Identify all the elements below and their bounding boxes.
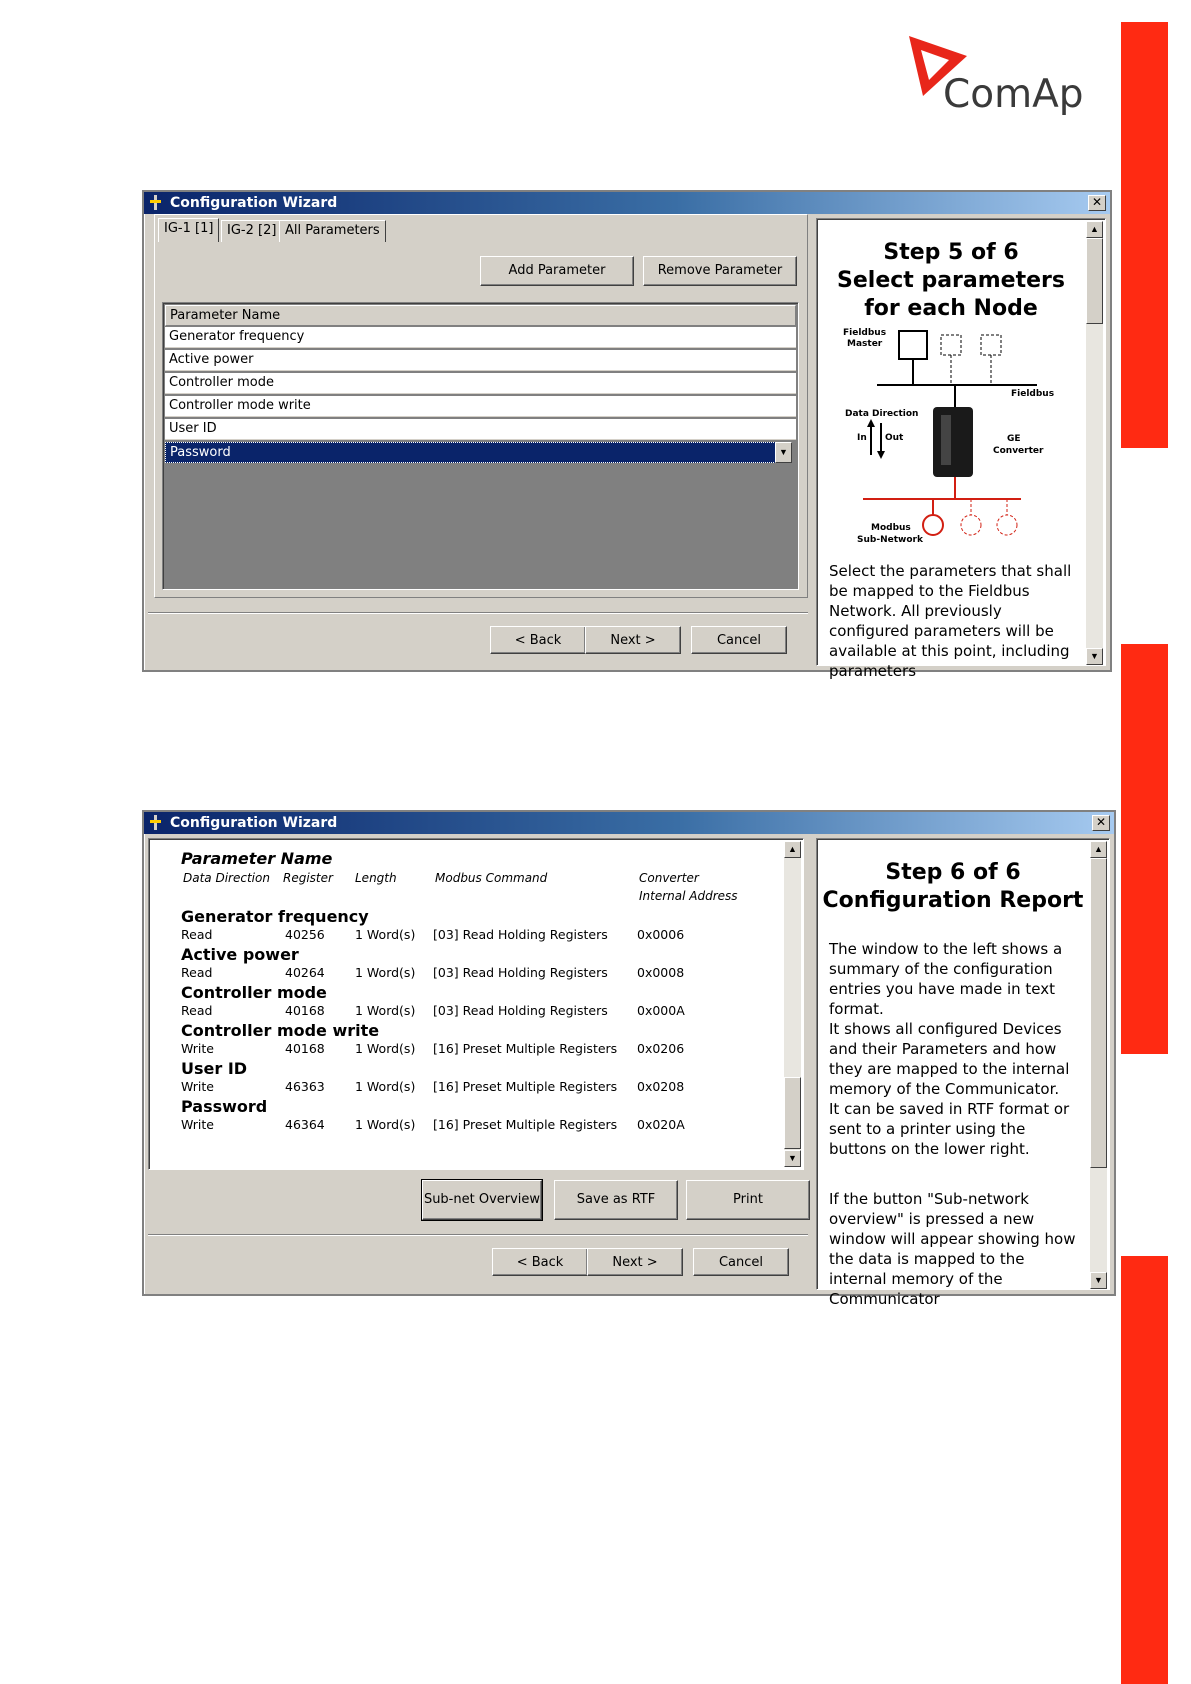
grid-header-parameter-name[interactable]: Parameter Name bbox=[165, 305, 796, 326]
entry-command: [03] Read Holding Registers bbox=[433, 927, 608, 942]
entry-name: User ID bbox=[181, 1059, 248, 1078]
scroll-down-button[interactable] bbox=[1090, 1272, 1107, 1289]
grid-row[interactable]: Generator frequency bbox=[165, 327, 796, 348]
chevron-down-icon: ▼ bbox=[1094, 1275, 1103, 1285]
parameter-grid bbox=[162, 302, 799, 590]
ge-converter-device-icon bbox=[933, 407, 973, 477]
tab-ig-2[interactable]: IG-2 [2] bbox=[221, 220, 282, 242]
grid-row[interactable]: Active power bbox=[165, 350, 796, 371]
entry-direction: Write bbox=[181, 1117, 215, 1132]
chevron-down-icon: ▼ bbox=[788, 1153, 797, 1163]
entry-name: Controller mode write bbox=[181, 1021, 380, 1040]
chevron-up-icon: ▲ bbox=[788, 844, 797, 854]
entry-address: 0x0008 bbox=[637, 965, 685, 980]
node-icon bbox=[941, 335, 961, 355]
scroll-up-button[interactable] bbox=[784, 841, 801, 858]
grid-row-selected[interactable]: Password bbox=[165, 442, 776, 463]
scroll-down-button[interactable] bbox=[784, 1150, 801, 1167]
entry-command: [16] Preset Multiple Registers bbox=[433, 1041, 618, 1056]
help-text-2: It shows all configured Devices and their Parameters and how they are mapped to the internal memory of the Communicator. bbox=[829, 1020, 1070, 1098]
help-title-line3: for each Node bbox=[864, 296, 1038, 321]
entry-address: 0x0208 bbox=[637, 1079, 685, 1094]
grid-row[interactable]: User ID bbox=[165, 419, 796, 440]
logo-text: ComAp bbox=[943, 72, 1084, 117]
arrow-down-icon bbox=[877, 451, 885, 459]
entry-address: 0x000A bbox=[637, 1003, 685, 1018]
node-icon bbox=[981, 335, 1001, 355]
modbus-node-icon bbox=[923, 515, 943, 535]
chevron-down-icon: ▼ bbox=[779, 447, 788, 457]
grid-row[interactable]: Controller mode bbox=[165, 373, 796, 394]
window-title: Configuration Wizard bbox=[170, 815, 338, 831]
wizard-app-icon bbox=[150, 195, 162, 210]
configuration-wizard-window-1 bbox=[142, 190, 1112, 680]
modbus-node-icon bbox=[961, 515, 981, 535]
close-icon: ✕ bbox=[1095, 815, 1107, 829]
scroll-down-button[interactable] bbox=[1086, 648, 1103, 665]
modbus-node-icon bbox=[997, 515, 1017, 535]
label-out: Out bbox=[885, 433, 904, 443]
save-as-rtf-button[interactable]: Save as RTF bbox=[554, 1180, 678, 1220]
close-button[interactable] bbox=[1092, 815, 1110, 831]
comap-logo bbox=[905, 34, 1085, 124]
entry-address: 0x020A bbox=[637, 1117, 685, 1132]
close-button[interactable] bbox=[1088, 195, 1106, 211]
report-header-internal-address: Internal Address bbox=[639, 889, 738, 903]
help-panel bbox=[816, 838, 1110, 1308]
entry-direction: Write bbox=[181, 1079, 215, 1094]
report-header-modbus-command: Modbus Command bbox=[435, 871, 548, 885]
help-title-step: Step 5 of 6 bbox=[883, 240, 1019, 265]
scroll-thumb[interactable] bbox=[1090, 858, 1107, 1168]
window-title: Configuration Wizard bbox=[170, 195, 338, 211]
help-text-4: If the button "Sub-network overview" is pressed a new window will appear showing how the data is mapped to the internal memory of the Communicator bbox=[829, 1190, 1076, 1308]
divider bbox=[148, 612, 808, 614]
entry-direction: Write bbox=[181, 1041, 215, 1056]
report-header-length: Length bbox=[355, 871, 397, 885]
entry-length: 1 Word(s) bbox=[355, 927, 416, 942]
label-fieldbus-master-2: Master bbox=[847, 339, 883, 349]
report-scrollbar[interactable] bbox=[784, 841, 801, 1167]
report-header-converter: Converter bbox=[639, 871, 699, 885]
label-in: In bbox=[857, 433, 867, 443]
row-dropdown-button[interactable] bbox=[775, 442, 792, 463]
divider bbox=[148, 1234, 808, 1236]
configuration-report bbox=[148, 838, 804, 1170]
close-icon: ✕ bbox=[1091, 195, 1103, 209]
label-fieldbus-master-1: Fieldbus bbox=[843, 328, 887, 338]
help-title-line2: Configuration Report bbox=[822, 888, 1084, 913]
cancel-button[interactable]: Cancel bbox=[691, 626, 787, 654]
scroll-thumb[interactable] bbox=[784, 1077, 801, 1149]
chevron-up-icon: ▲ bbox=[1094, 844, 1103, 854]
help-text: Select the parameters that shall be mapped to the Fieldbus Network. All previously configured parameters will be available at this point, including parameters bbox=[829, 562, 1072, 680]
chevron-down-icon: ▼ bbox=[1090, 651, 1099, 661]
entry-length: 1 Word(s) bbox=[355, 965, 416, 980]
entry-length: 1 Word(s) bbox=[355, 1003, 416, 1018]
entry-address: 0x0006 bbox=[637, 927, 685, 942]
entry-length: 1 Word(s) bbox=[355, 1117, 416, 1132]
scroll-thumb[interactable] bbox=[1086, 238, 1103, 324]
entry-direction: Read bbox=[181, 1003, 213, 1018]
entry-register: 40168 bbox=[285, 1041, 325, 1056]
entry-command: [03] Read Holding Registers bbox=[433, 1003, 608, 1018]
help-text-1: The window to the left shows a summary of the configuration entries you have made in text format. bbox=[829, 940, 1063, 1018]
label-fieldbus: Fieldbus bbox=[1011, 389, 1055, 399]
label-modbus: Modbus bbox=[871, 523, 911, 533]
entry-name: Password bbox=[181, 1097, 268, 1116]
add-parameter-button[interactable]: Add Parameter bbox=[480, 256, 634, 286]
entry-direction: Read bbox=[181, 965, 213, 980]
entry-direction: Read bbox=[181, 927, 213, 942]
back-button[interactable]: < Back bbox=[490, 626, 586, 654]
label-ge: GE bbox=[1007, 434, 1021, 444]
tab-all-parameters[interactable]: All Parameters bbox=[279, 220, 386, 242]
grid-row[interactable]: Controller mode write bbox=[165, 396, 796, 417]
entry-address: 0x0206 bbox=[637, 1041, 685, 1056]
entry-command: [03] Read Holding Registers bbox=[433, 965, 608, 980]
help-title-line2: Select parameters bbox=[837, 268, 1065, 293]
wizard-app-icon bbox=[150, 815, 162, 830]
entry-name: Controller mode bbox=[181, 983, 327, 1002]
tab-ig-1[interactable]: IG-1 [1] bbox=[158, 218, 219, 242]
entry-name: Active power bbox=[181, 945, 299, 964]
help-title-step: Step 6 of 6 bbox=[885, 860, 1021, 885]
configuration-wizard-window-2 bbox=[142, 810, 1116, 1308]
next-button[interactable]: Next > bbox=[587, 1248, 683, 1276]
report-header-register: Register bbox=[283, 871, 333, 885]
entry-length: 1 Word(s) bbox=[355, 1041, 416, 1056]
print-button[interactable]: Print bbox=[686, 1180, 810, 1220]
label-converter: Converter bbox=[993, 446, 1044, 456]
report-header-parameter-name: Parameter Name bbox=[181, 849, 333, 868]
help-scrollbar[interactable] bbox=[1086, 221, 1103, 665]
entry-register: 40256 bbox=[285, 927, 325, 942]
title-bar bbox=[144, 812, 1114, 834]
help-panel bbox=[816, 218, 1106, 680]
cancel-button[interactable]: Cancel bbox=[693, 1248, 789, 1276]
chevron-up-icon: ▲ bbox=[1090, 224, 1099, 234]
entry-command: [16] Preset Multiple Registers bbox=[433, 1079, 618, 1094]
label-data-direction: Data Direction bbox=[845, 409, 919, 419]
entry-register: 40264 bbox=[285, 965, 325, 980]
subnet-overview-button[interactable]: Sub-net Overview bbox=[422, 1180, 542, 1220]
scroll-up-button[interactable] bbox=[1086, 221, 1103, 238]
side-bar-bottom bbox=[1121, 1256, 1168, 1684]
report-header-data-direction: Data Direction bbox=[183, 871, 270, 885]
help-text-3: It can be saved in RTF format or sent to a printer using the buttons on the lower right. bbox=[829, 1100, 1070, 1158]
remove-parameter-button[interactable]: Remove Parameter bbox=[643, 256, 797, 286]
entry-register: 46363 bbox=[285, 1079, 325, 1094]
entry-length: 1 Word(s) bbox=[355, 1079, 416, 1094]
arrow-up-icon bbox=[867, 419, 875, 427]
next-button[interactable]: Next > bbox=[585, 626, 681, 654]
side-bar-middle bbox=[1121, 644, 1168, 1054]
master-node-icon bbox=[899, 331, 927, 359]
entry-register: 46364 bbox=[285, 1117, 325, 1132]
title-bar bbox=[144, 192, 1110, 214]
help-scrollbar[interactable] bbox=[1090, 841, 1107, 1289]
entry-register: 40168 bbox=[285, 1003, 325, 1018]
side-bar-top bbox=[1121, 22, 1168, 448]
back-button[interactable]: < Back bbox=[492, 1248, 588, 1276]
entry-name: Generator frequency bbox=[181, 907, 369, 926]
scroll-up-button[interactable] bbox=[1090, 841, 1107, 858]
entry-command: [16] Preset Multiple Registers bbox=[433, 1117, 618, 1132]
label-subnetwork: Sub-Network bbox=[857, 535, 923, 545]
